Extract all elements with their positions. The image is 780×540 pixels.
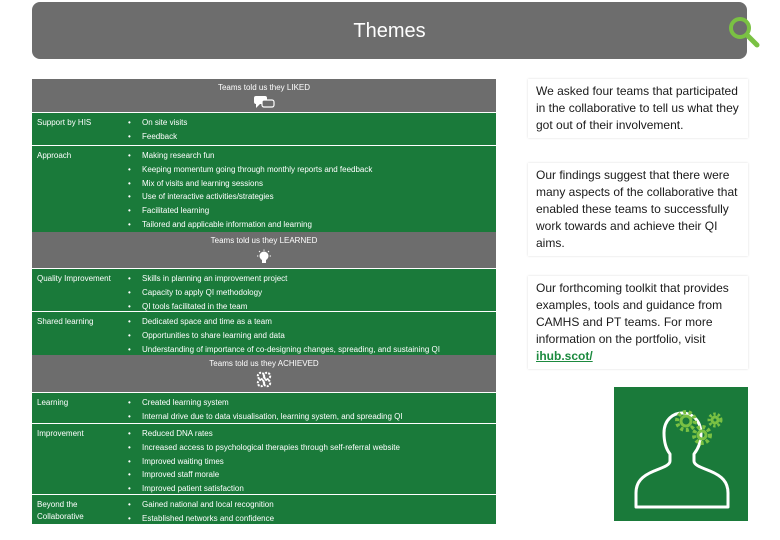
list-item: • Reduced DNA rates xyxy=(128,427,400,441)
row-items xyxy=(128,315,440,356)
header-banner xyxy=(32,2,747,59)
person-with-gears-icon xyxy=(614,387,748,521)
table-row xyxy=(32,268,496,311)
section-heading-label: Teams told us they LIKED xyxy=(217,83,311,92)
row-label: Beyond the Collaborative xyxy=(37,500,84,521)
row-items xyxy=(128,427,400,496)
list-item: • Feedback xyxy=(128,130,187,144)
section-heading-liked xyxy=(32,79,496,112)
row-label: Support by HIS xyxy=(37,118,92,127)
row-label: Learning xyxy=(37,398,69,407)
themes-table xyxy=(32,79,496,523)
table-row xyxy=(32,392,496,423)
row-items xyxy=(128,272,287,313)
text-box-findings xyxy=(528,163,748,256)
row-label: Shared learning xyxy=(37,317,94,326)
list-item: • Skills in planning an improvement project xyxy=(128,272,287,286)
table-row xyxy=(32,494,496,524)
list-item: • Gained national and local recognition xyxy=(128,498,274,512)
list-item: • On site visits xyxy=(128,116,187,130)
row-items xyxy=(128,149,372,232)
findings-paragraph: Our findings suggest that there were many aspects of the collaborative that enabled these teams to successfully work towards and achieve their QI aims. xyxy=(536,168,738,250)
row-items xyxy=(128,498,274,526)
list-item: • Increased access to psychological therapies through self-referral website xyxy=(128,441,400,455)
list-item: • Facilitated learning xyxy=(128,204,372,218)
text-box-intro xyxy=(528,79,748,138)
list-item: • Improved patient satisfaction xyxy=(128,482,400,496)
list-item: • Opportunities to share learning and data xyxy=(128,329,440,343)
row-label: Quality Improvement xyxy=(37,274,111,283)
table-row xyxy=(32,423,496,494)
gears-icon xyxy=(256,371,272,388)
lightbulb-icon xyxy=(256,249,272,265)
list-item: • Internal drive due to data visualisation, learning system, and spreading QI xyxy=(128,410,403,424)
row-items xyxy=(128,116,187,144)
list-item: • Established networks and confidence xyxy=(128,512,274,526)
text-box-toolkit xyxy=(528,276,748,369)
list-item: • Improved staff morale xyxy=(128,468,400,482)
section-heading-label: Teams told us they LEARNED xyxy=(210,236,318,245)
table-row xyxy=(32,311,496,356)
list-item: • Making research fun xyxy=(128,149,372,163)
speech-bubbles-icon xyxy=(253,95,275,109)
list-item: • Tailored and applicable information and learning xyxy=(128,218,372,232)
page-title: Themes xyxy=(353,20,426,42)
section-heading-learned xyxy=(32,232,496,268)
row-label: Improvement xyxy=(37,429,84,438)
row-items xyxy=(128,396,403,424)
list-item: • Improved waiting times xyxy=(128,455,400,469)
list-item: • QI tools facilitated in the team xyxy=(128,300,287,314)
intro-paragraph: We asked four teams that participated in the collaborative to tell us what they got out of their involvement. xyxy=(536,84,739,132)
list-item: • Created learning system xyxy=(128,396,403,410)
section-heading-label: Teams told us they ACHIEVED xyxy=(209,359,319,368)
section-heading-achieved xyxy=(32,355,496,392)
person-with-gears-graphic xyxy=(614,387,748,521)
toolkit-paragraph: Our forthcoming toolkit that provides examples, tools and guidance from CAMHS and PT teams. For more information on the portfolio, visit xyxy=(536,281,729,346)
row-label: Approach xyxy=(37,151,72,160)
list-item: • Dedicated space and time as a team xyxy=(128,315,440,329)
list-item: • Mix of visits and learning sessions xyxy=(128,177,372,191)
list-item: • Keeping momentum going through monthly reports and feedback xyxy=(128,163,372,177)
list-item: • Understanding of importance of co-designing changes, spreading, and sustaining QI xyxy=(128,343,440,357)
ihub-link[interactable]: ihub.scot/ xyxy=(536,349,593,363)
list-item: • Use of interactive activities/strategies xyxy=(128,190,372,204)
table-row xyxy=(32,145,496,233)
magnifier-icon xyxy=(726,14,762,50)
list-item: • Capacity to apply QI methodology xyxy=(128,286,287,300)
table-row xyxy=(32,112,496,145)
